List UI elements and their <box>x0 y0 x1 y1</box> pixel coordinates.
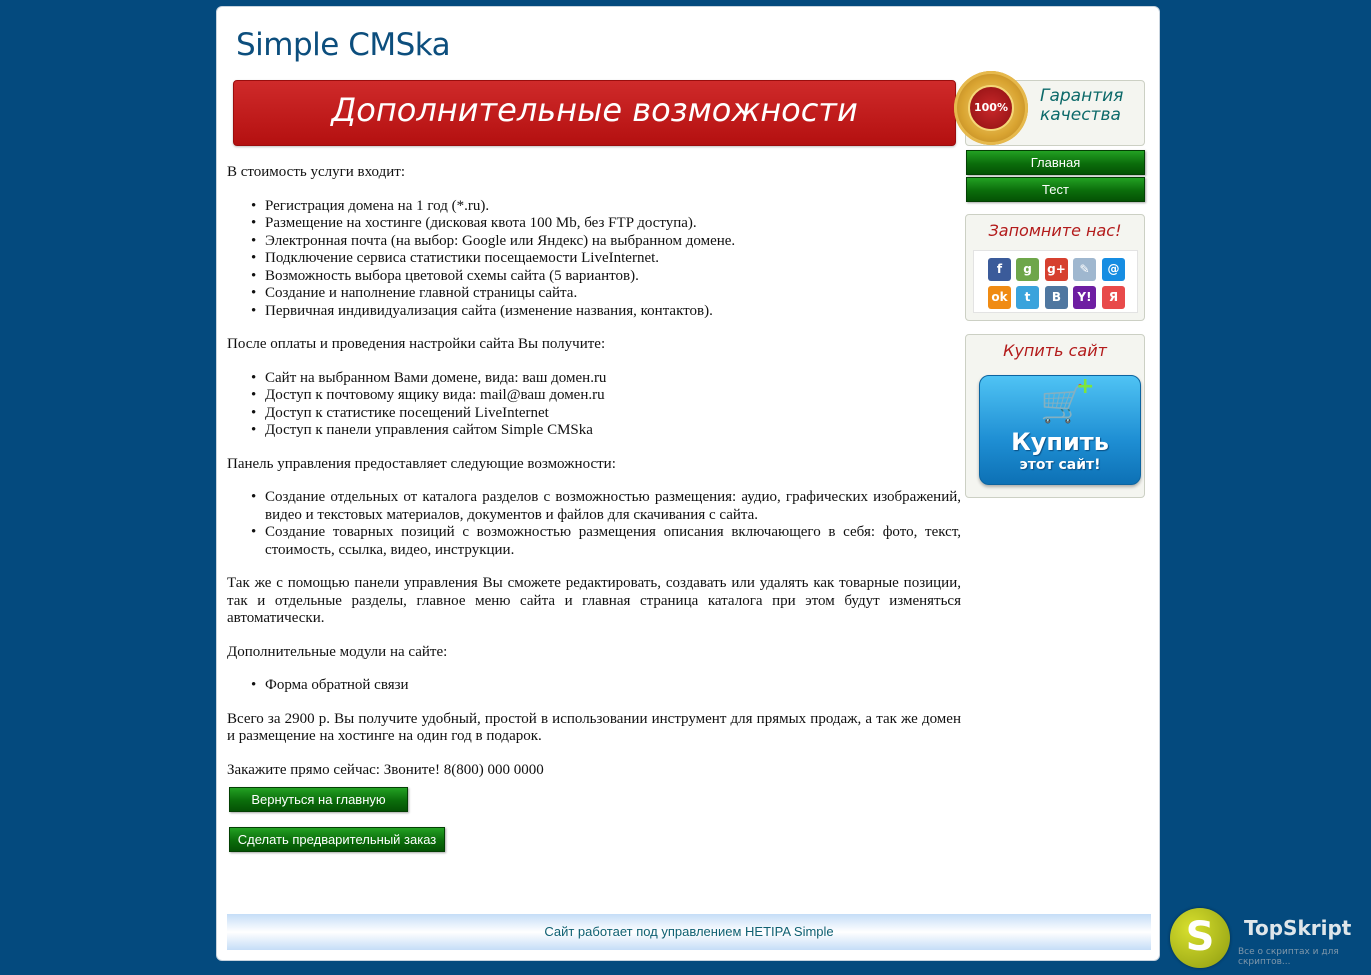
page-banner <box>233 80 956 146</box>
call-paragraph: Закажите прямо сейчас: Звоните! 8(800) 000 0000 <box>227 761 544 778</box>
livejournal-icon[interactable]: ✎ <box>1073 258 1096 281</box>
quality-text: Гарантия качества <box>1040 86 1124 125</box>
list-item: • Возможность выбора цветовой схемы сайта (5 вариантов). <box>227 268 961 286</box>
topskript-name[interactable]: TopSkript <box>1244 916 1352 940</box>
price-paragraph: Всего за 2900 р. Вы получите удобный, простой в использовании инструмент для прямых продаж, а так же домен и размещение на хостинге на один год в подарок. <box>227 710 961 744</box>
deliverables-list <box>227 370 961 440</box>
back-home-button[interactable]: Вернуться на главную <box>229 787 408 812</box>
mail-ru-icon[interactable]: @ <box>1102 258 1125 281</box>
guarantee-seal-icon: 100% <box>954 71 1028 145</box>
list-item: • Создание товарных позиций с возможностью размещения описания включающего в себя: фото, текст, стоимость, ссылка, видео, инструкции. <box>227 524 961 559</box>
site-title[interactable]: Simple CMSka <box>236 27 451 63</box>
list-item: • Регистрация домена на 1 год (*.ru). <box>227 198 961 216</box>
page-container <box>216 6 1160 961</box>
shopping-cart-icon: 🛒 <box>1040 384 1085 424</box>
list-item: • Доступ к статистике посещений LiveInternet <box>227 405 961 423</box>
facebook-icon[interactable]: f <box>988 258 1011 281</box>
list-item: • Размещение на хостинге (дисковая квота 100 Mb, без FTP доступа). <box>227 215 961 233</box>
remember-us-box <box>965 214 1145 321</box>
yahoo-icon[interactable]: Y! <box>1073 286 1096 309</box>
list-item: • Доступ к почтовому ящику вида: mail@ваш домен.ru <box>227 387 961 405</box>
main-content <box>227 164 961 779</box>
footer-text[interactable]: Сайт работает под управлением НЕТIPA Simple <box>544 924 834 939</box>
modules-list <box>227 677 961 695</box>
buy-site-box <box>965 334 1145 498</box>
list-item: • Электронная почта (на выбор: Google или Яндекс) на выбранном домене. <box>227 233 961 251</box>
remember-us-heading: Запомните нас! <box>988 221 1122 240</box>
page-title: Дополнительные возможности <box>331 91 858 129</box>
twitter-icon[interactable]: t <box>1016 286 1039 309</box>
vkontakte-icon[interactable]: B <box>1045 286 1068 309</box>
nav-item-test[interactable]: Тест <box>966 177 1145 202</box>
list-item: • Создание отдельных от каталога разделов с возможностью размещения: аудио, графических изображений, видео и текстовых материалов, документов и файлов для скачивания с сайта. <box>227 489 961 524</box>
topskript-logo-icon[interactable]: S <box>1170 908 1230 968</box>
list-item: • Сайт на выбранном Вами домене, вида: ваш домен.ru <box>227 370 961 388</box>
google-icon[interactable]: g <box>1016 258 1039 281</box>
topskript-tagline: Все о скриптах и для скриптов... <box>1238 947 1339 967</box>
social-icons-panel <box>973 250 1138 313</box>
list-item: • Создание и наполнение главной страницы сайта. <box>227 285 961 303</box>
buy-site-heading: Купить сайт <box>1003 341 1107 360</box>
intro-services: В стоимость услуги входит: <box>227 164 406 180</box>
footer <box>227 914 1151 950</box>
intro-modules: Дополнительные модули на сайте: <box>227 643 448 660</box>
intro-control-panel: Панель управления предоставляет следующие возможности: <box>227 455 616 472</box>
list-item: • Первичная индивидуализация сайта (изменение названия, контактов). <box>227 303 961 321</box>
edit-paragraph: Так же с помощью панели управления Вы сможете редактировать, создавать или удалять как товарные позиции, так и отдельные разделы, главное меню сайта и главная страница каталога при этом будут изменяться автоматически. <box>227 575 961 626</box>
odnoklassniki-icon[interactable]: ok <box>988 286 1011 309</box>
list-item: • Подключение сервиса статистики посещаемости LiveInternet. <box>227 250 961 268</box>
list-item: • Доступ к панели управления сайтом Simple CMSka <box>227 422 961 440</box>
google-plus-icon[interactable]: g+ <box>1045 258 1068 281</box>
intro-after-payment: После оплаты и проведения настройки сайта Вы получите: <box>227 336 606 352</box>
nav-item-home[interactable]: Главная <box>966 150 1145 175</box>
quality-guarantee-box <box>965 80 1145 146</box>
features-list <box>227 489 961 559</box>
buy-site-button[interactable]: 🛒 + Купить этот сайт! <box>979 375 1141 485</box>
yandex-icon[interactable]: Я <box>1102 286 1125 309</box>
preorder-button[interactable]: Сделать предварительный заказ <box>229 827 445 852</box>
list-item: • Форма обратной связи <box>227 677 961 695</box>
plus-icon: + <box>1076 374 1095 399</box>
services-list <box>227 198 961 321</box>
